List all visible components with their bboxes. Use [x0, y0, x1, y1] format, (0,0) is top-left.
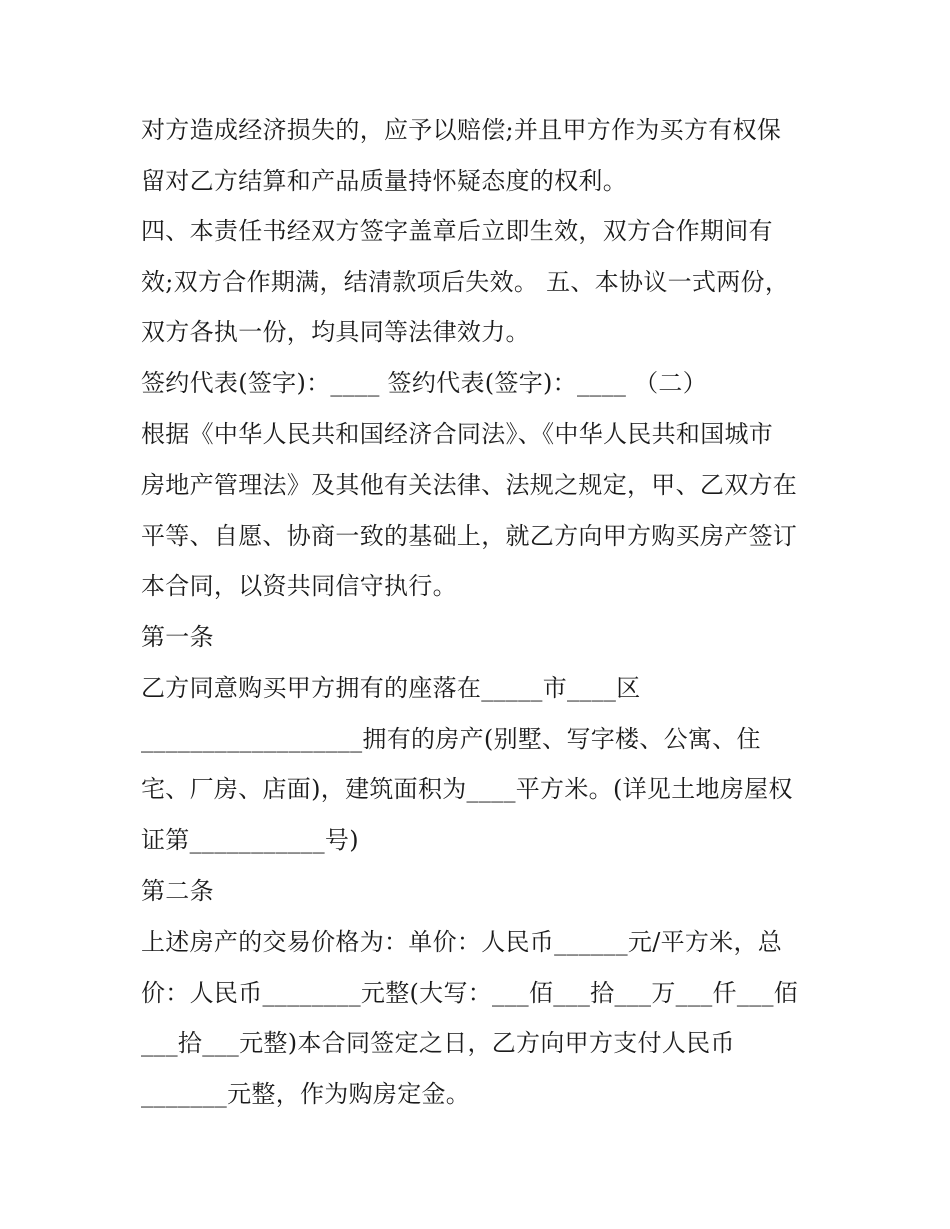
text-line: __________________拥有的房产(别墅、写字楼、公寓、住 [141, 725, 761, 753]
text-line: 乙方同意购买甲方拥有的座落在_____市____区 [141, 674, 641, 702]
text-line: 四、本责任书经双方签字盖章后立即生效，双方合作期间有 [141, 217, 773, 245]
text-line: 证第___________号) [141, 826, 359, 854]
section-heading: 第一条 [141, 623, 214, 651]
text-line: _______元整，作为购房定金。 [141, 1080, 471, 1108]
text-line: 留对乙方结算和产品质量持怀疑态度的权利。 [141, 167, 627, 195]
text-line: 价：人民币________元整(大写：___佰___拾___万___仟___佰 [141, 979, 799, 1007]
section-heading: 第二条 [141, 877, 214, 905]
text-line: 对方造成经济损失的，应予以赔偿;并且甲方作为买方有权保 [141, 116, 782, 144]
text-line: 签约代表(签字)：____ 签约代表(签字)：____ （二） [141, 369, 708, 397]
text-line: 宅、厂房、店面)，建筑面积为____平方米。(详见土地房屋权 [141, 775, 793, 803]
text-line: 效;双方合作期满，结清款项后失效。 五、本协议一式两份， [141, 268, 790, 296]
text-line: 双方各执一份，均具同等法律效力。 [141, 318, 530, 346]
text-line: 上述房产的交易价格为：单价：人民币______元/平方米，总 [141, 928, 783, 956]
text-line: 平等、自愿、协商一致的基础上，就乙方向甲方购买房产签订 [141, 522, 798, 550]
text-line: 房地产管理法》及其他有关法律、法规之规定，甲、乙双方在 [141, 471, 798, 499]
text-line: 本合同，以资共同信守执行。 [141, 572, 457, 600]
text-line: ___拾___元整)本合同签定之日，乙方向甲方支付人民币 [141, 1029, 735, 1057]
text-line: 根据《中华人民共和国经济合同法》、《中华人民共和国城市 [141, 420, 774, 448]
